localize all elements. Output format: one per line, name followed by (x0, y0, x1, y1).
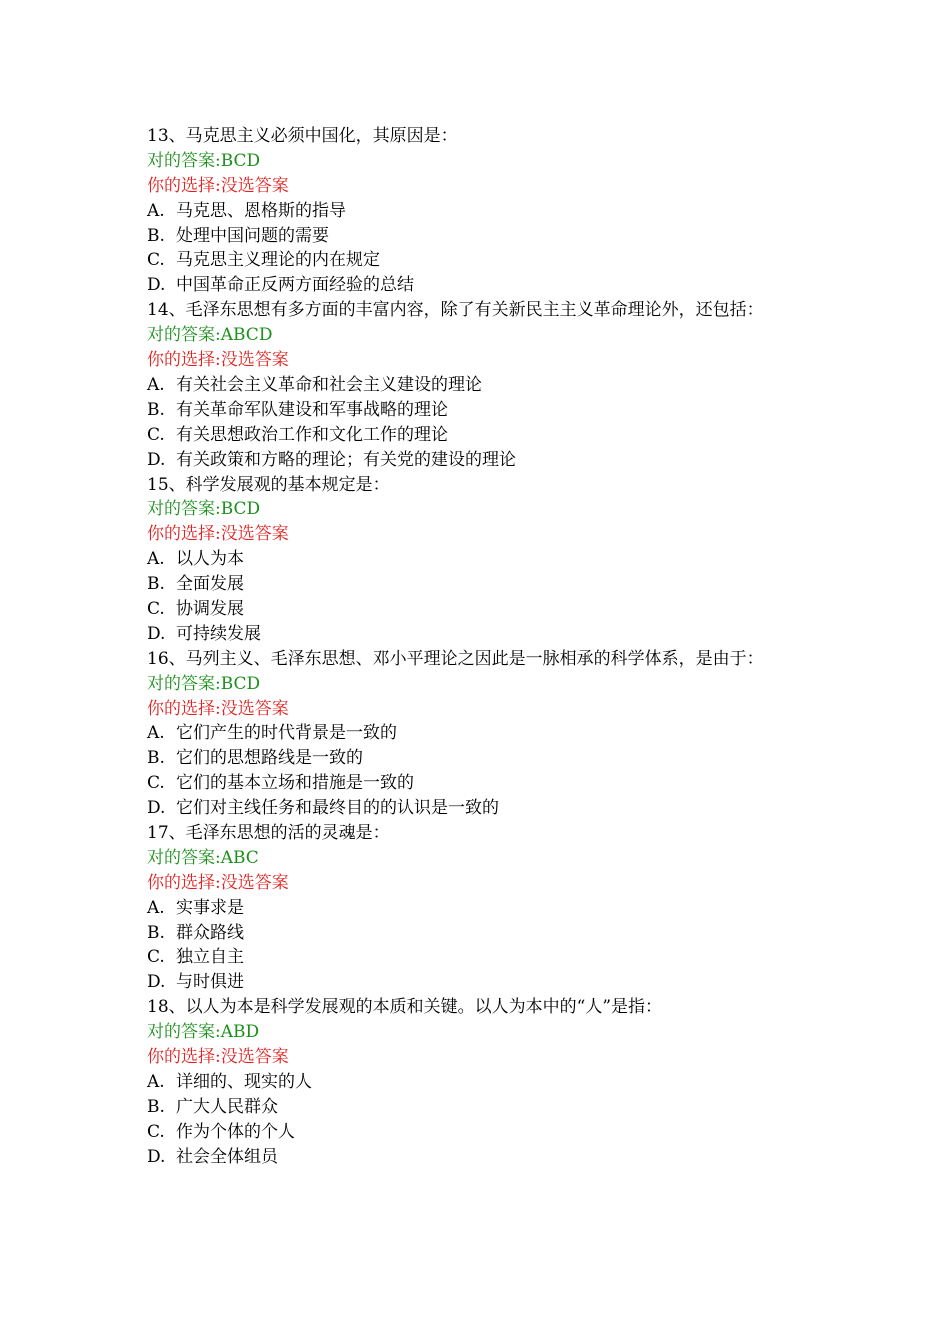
option-letter: A. (147, 723, 165, 744)
option-text: 与时俱进 (176, 972, 244, 993)
question-stem: 15、科学发展观的基本规定是： (147, 474, 390, 495)
option-text: 处理中国问题的需要 (176, 225, 329, 246)
option-letter: D. (147, 1146, 166, 1167)
option-letter: C. (147, 773, 165, 794)
option-text: 它们的思想路线是一致的 (176, 748, 363, 769)
option-letter: C. (147, 250, 165, 271)
option-letter: D. (147, 623, 166, 644)
option-text: 可持续发展 (176, 623, 261, 644)
option-letter: A. (147, 549, 165, 570)
option-a (147, 199, 817, 224)
option-c (147, 597, 817, 622)
option-d (147, 1145, 817, 1170)
question-13 (147, 124, 817, 298)
option-d (147, 970, 817, 995)
option-letter: A. (147, 1071, 165, 1092)
question-stem: 13、马克思主义必须中国化，其原因是： (147, 126, 458, 146)
option-c (147, 423, 817, 448)
option-letter: D. (147, 972, 166, 993)
quiz-document (147, 124, 817, 1170)
option-text: 详细的、现实的人 (176, 1071, 312, 1092)
question-14 (147, 298, 817, 472)
option-text: 它们的基本立场和措施是一致的 (176, 773, 414, 794)
option-text: 有关革命军队建设和军事战略的理论 (176, 399, 448, 420)
option-text: 马克思主义理论的内在规定 (176, 250, 380, 271)
option-d (147, 448, 817, 473)
option-a (147, 547, 817, 572)
option-b (147, 398, 817, 423)
option-text: 社会全体组员 (176, 1146, 278, 1167)
correct-answer: 对的答案:ABD (147, 1022, 260, 1043)
option-letter: A. (147, 200, 165, 221)
option-text: 马克思、恩格斯的指导 (176, 200, 346, 221)
option-b (147, 746, 817, 771)
option-text: 群众路线 (176, 922, 244, 943)
option-text: 以人为本 (176, 549, 244, 570)
correct-answer: 对的答案:BCD (147, 150, 261, 171)
option-text: 它们产生的时代背景是一致的 (176, 723, 397, 744)
option-letter: C. (147, 947, 165, 968)
question-stem: 16、马列主义、毛泽东思想、邓小平理论之因此是一脉相承的科学体系，是由于： (147, 648, 764, 669)
option-text: 广大人民群众 (176, 1096, 278, 1117)
option-b (147, 1095, 817, 1120)
option-d (147, 796, 817, 821)
option-a (147, 721, 817, 746)
option-letter: B. (147, 922, 165, 943)
your-choice: 你的选择:没选答案 (147, 698, 289, 719)
question-18 (147, 995, 817, 1169)
option-letter: B. (147, 1096, 165, 1117)
your-choice: 你的选择:没选答案 (147, 350, 289, 371)
option-letter: A. (147, 374, 165, 395)
option-text: 协调发展 (176, 598, 244, 619)
option-b (147, 224, 817, 249)
option-text: 有关社会主义革命和社会主义建设的理论 (176, 374, 482, 395)
your-choice: 你的选择:没选答案 (147, 175, 289, 196)
option-text: 有关政策和方略的理论；有关党的建设的理论 (176, 449, 516, 470)
option-text: 独立自主 (176, 947, 244, 968)
option-letter: B. (147, 399, 165, 420)
question-16 (147, 647, 817, 821)
option-b (147, 921, 817, 946)
option-text: 它们对主线任务和最终目的的认识是一致的 (176, 798, 499, 819)
question-stem: 18、以人为本是科学发展观的本质和关键。以人为本中的“人”是指： (147, 997, 663, 1018)
option-letter: B. (147, 574, 165, 595)
option-c (147, 771, 817, 796)
option-letter: D. (147, 798, 166, 819)
option-letter: D. (147, 449, 166, 470)
option-letter: D. (147, 275, 166, 296)
option-c (147, 248, 817, 273)
question-17 (147, 821, 817, 995)
option-d (147, 622, 817, 647)
correct-answer: 对的答案:ABCD (147, 325, 273, 346)
option-text: 实事求是 (176, 897, 244, 918)
option-text: 全面发展 (176, 574, 244, 595)
option-d (147, 273, 817, 298)
correct-answer: 对的答案:ABC (147, 847, 259, 868)
option-text: 中国革命正反两方面经验的总结 (176, 275, 414, 296)
your-choice: 你的选择:没选答案 (147, 524, 289, 545)
option-a (147, 373, 817, 398)
option-a (147, 1070, 817, 1095)
option-c (147, 1120, 817, 1145)
your-choice: 你的选择:没选答案 (147, 872, 289, 893)
question-15 (147, 473, 817, 647)
option-c (147, 945, 817, 970)
option-letter: B. (147, 748, 165, 769)
option-letter: C. (147, 1121, 165, 1142)
option-text: 作为个体的个人 (176, 1121, 295, 1142)
question-stem: 17、毛泽东思想的活的灵魂是： (147, 823, 390, 843)
question-stem: 14、毛泽东思想有多方面的丰富内容，除了有关新民主主义革命理论外，还包括： (147, 300, 764, 321)
option-text: 有关思想政治工作和文化工作的理论 (176, 424, 448, 445)
option-letter: A. (147, 897, 165, 918)
option-b (147, 572, 817, 597)
correct-answer: 对的答案:BCD (147, 673, 261, 694)
option-letter: C. (147, 598, 165, 619)
your-choice: 你的选择:没选答案 (147, 1047, 289, 1068)
option-letter: B. (147, 225, 165, 246)
option-letter: C. (147, 424, 165, 445)
option-a (147, 896, 817, 921)
correct-answer: 对的答案:BCD (147, 499, 261, 520)
